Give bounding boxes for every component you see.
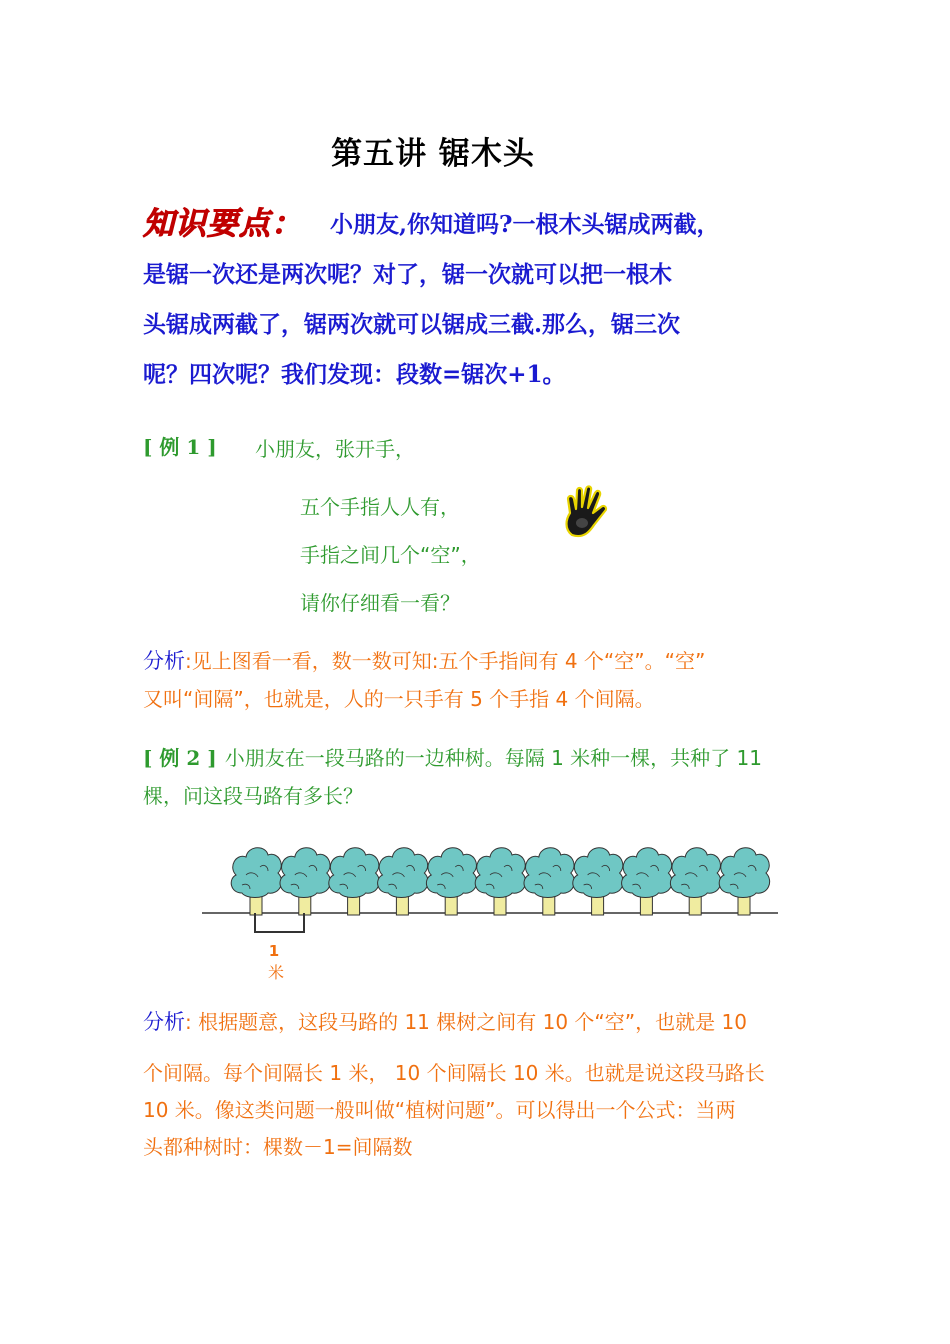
tree-icon (524, 848, 574, 915)
tree-icon (426, 848, 476, 915)
knowledge-line-1: 小朋友,你知道吗?一根木头锯成两截， (330, 211, 720, 238)
knowledge-line-3: 头锯成两截了，锯两次就可以锯成三截.那么，锯三次 (143, 311, 681, 338)
poem-line-2: 手指之间几个“空”， (300, 543, 481, 567)
tree-icon (573, 848, 623, 915)
analysis2-text-1: : 根据题意，这段马路的 11 棵树之间有 10 个“空”，也就是 10 (185, 1010, 747, 1034)
analysis-text: :见上图看一看，数一数可知:五个手指间有 4 个“空”。“空” (185, 649, 706, 673)
example1-analysis (143, 645, 705, 675)
example2-analysis-line-4: 头都种树时：棵数－1=间隔数 (143, 1135, 413, 1159)
example1-label: [ 例 1 ] (143, 435, 217, 459)
example2-question (143, 742, 762, 771)
tree-icon (670, 848, 720, 915)
tree-icon (719, 848, 769, 915)
tree-figure (190, 840, 790, 990)
example1-analysis-line-2: 又叫“间隔”，也就是，人的一只手有 5 个手指 4 个间隔。 (143, 687, 655, 711)
tree-icon (378, 848, 428, 915)
page-title: 第五讲 锯木头 (331, 136, 535, 172)
hand-icon (560, 485, 612, 541)
example2-label: [ 例 2 ] (143, 746, 217, 770)
example2-analysis (143, 1006, 747, 1036)
analysis-label: 分析 (143, 649, 185, 673)
tree-icon (475, 848, 525, 915)
example2-analysis-line-2: 个间隔。每个间隔长 1 米， 10 个间隔长 10 米。也就是说这段马路长 (143, 1061, 765, 1085)
poem-line-1: 五个手指人人有， (300, 495, 460, 519)
tree-icon (329, 848, 379, 915)
example2-analysis-line-3: 10 米。像这类问题一般叫做“植树问题”。可以得出一个公式：当两 (143, 1098, 736, 1122)
example1-intro: 小朋友，张开手， (255, 437, 415, 461)
tree-icon (231, 848, 281, 915)
example2-question-line-1: 小朋友在一段马路的一边种树。每隔 1 米种一棵，共种了 11 (224, 746, 762, 770)
knowledge-line-4: 呢？四次呢？我们发现：段数=锯次+1。 (143, 361, 566, 388)
spacing-label-unit: 米 (267, 963, 285, 982)
spacing-bracket (255, 913, 304, 932)
example2-question-line-2: 棵，问这段马路有多长？ (143, 784, 363, 808)
analysis-label-2: 分析 (143, 1010, 185, 1034)
tree-icon (280, 848, 330, 915)
tree-icon (622, 848, 672, 915)
spacing-label-num: 1 (268, 942, 280, 960)
knowledge-heading: 知识要点： (143, 206, 303, 242)
knowledge-line-2: 是锯一次还是两次呢？对了，锯一次就可以把一根木 (143, 261, 672, 288)
poem-line-3: 请你仔细看一看？ (300, 591, 460, 615)
